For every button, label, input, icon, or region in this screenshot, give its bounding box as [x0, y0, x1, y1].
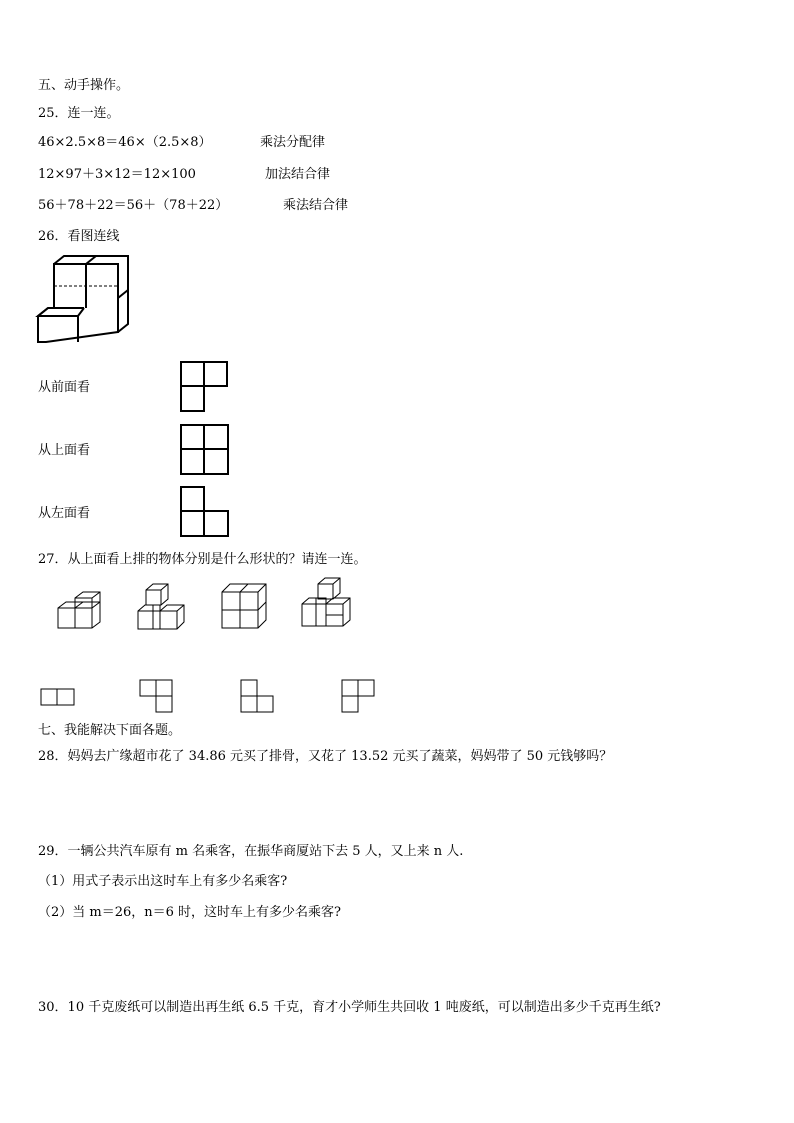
top-view-option-4: [341, 679, 377, 715]
q25-equation-2: 12×97＋3×12＝12×100: [38, 167, 196, 182]
cube-object-2: [136, 582, 188, 632]
q25-law-1: 乘法分配律: [260, 135, 326, 150]
question-25-title: 25．连一连。: [38, 106, 120, 121]
top-view-option-3: [240, 679, 276, 715]
front-view-grid: [180, 361, 228, 413]
section-5-heading: 五、动手操作。: [38, 78, 130, 93]
q25-equation-1: 46×2.5×8＝46×（2.5×8）: [38, 135, 212, 150]
question-26-title: 26．看图连线: [38, 229, 120, 244]
top-view-option-2: [139, 679, 175, 715]
view-label-left: 从左面看: [38, 506, 91, 521]
left-view-grid: [180, 486, 230, 538]
question-29-text: 29．一辆公共汽车原有 m 名乘客，在振华商厦站下去 5 人，又上来 n 人.: [38, 844, 464, 859]
cube-object-3: [220, 582, 270, 630]
question-28-text: 28．妈妈去广缘超市花了 34.86 元买了排骨，又花了 13.52 元买了蔬菜，妈妈带了 50 元钱够吗？: [38, 749, 613, 764]
top-view-grid: [180, 424, 230, 476]
q25-law-3: 乘法结合律: [283, 198, 349, 213]
cube-stack-figure: [36, 254, 136, 350]
view-label-front: 从前面看: [38, 380, 91, 395]
top-view-option-1: [40, 688, 76, 708]
view-label-top: 从上面看: [38, 443, 91, 458]
q25-law-2: 加法结合律: [265, 167, 331, 182]
section-7-heading: 七、我能解决下面各题。: [38, 723, 182, 738]
question-27-title: 27．从上面看上排的物体分别是什么形状的？请连一连。: [38, 552, 367, 567]
cube-object-4: [300, 576, 354, 630]
q25-equation-3: 56＋78＋22＝56＋（78＋22）: [38, 198, 229, 213]
question-29-part-1: （1）用式子表示出这时车上有多少名乘客?: [38, 874, 288, 889]
cube-object-1: [56, 592, 104, 630]
question-29-part-2: （2）当 m＝26，n＝6 时，这时车上有多少名乘客?: [38, 905, 342, 920]
question-30-text: 30．10 千克废纸可以制造出再生纸 6.5 千克，育才小学师生共回收 1 吨废纸，可以制造出多少千克再生纸?: [38, 1000, 661, 1015]
